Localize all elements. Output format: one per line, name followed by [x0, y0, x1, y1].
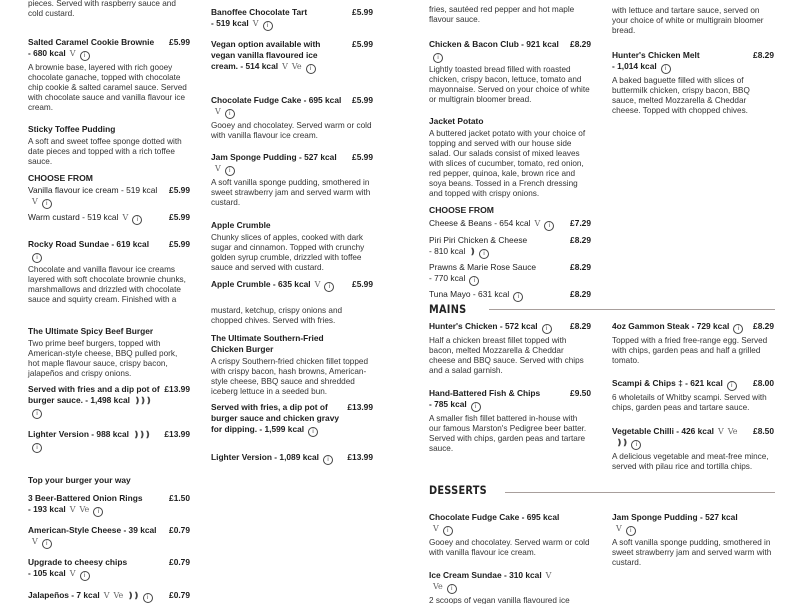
- vegetarian-icon: V: [252, 19, 259, 28]
- section-title-desserts: DESSERTS: [429, 483, 487, 497]
- item-heading: [211, 220, 373, 231]
- item-name: 4oz Gammon Steak: [612, 321, 690, 331]
- info-icon[interactable]: i: [308, 427, 318, 437]
- menu-item: [28, 37, 190, 113]
- item-price: £5.99: [169, 239, 190, 249]
- menu-item: [211, 279, 373, 292]
- item-name: Apple Crumble: [211, 279, 271, 289]
- item-price: £5.99: [352, 152, 373, 162]
- item-calories: - 810 kcal: [429, 246, 466, 256]
- vegetarian-icon: V: [69, 49, 76, 58]
- item-calories: - 635 kcal: [272, 279, 311, 289]
- item-name: Hunter's Chicken Melt: [612, 50, 700, 60]
- item-name: Lighter Version: [28, 429, 89, 439]
- item-name: Vegan option available with vegan vanilla flavoured ice cream.: [211, 39, 321, 71]
- info-icon[interactable]: i: [433, 53, 443, 63]
- item-calories: - 1,498 kcal: [85, 395, 130, 405]
- item-description: with lettuce and tartare sauce, served on your choice of white or multigrain bloomer bread.: [612, 6, 764, 35]
- item-calories: - 519 kcal: [211, 18, 249, 28]
- item-heading: [28, 37, 190, 61]
- item-description: 2 scoops of vegan vanilla flavoured ice: [429, 596, 570, 604]
- menu-item: [211, 402, 373, 437]
- item-calories: - 105 kcal: [28, 568, 66, 578]
- item-price: £5.99: [169, 212, 190, 222]
- item-heading: [429, 321, 591, 334]
- item-price: £8.29: [753, 50, 774, 60]
- info-icon[interactable]: i: [225, 166, 235, 176]
- vegetarian-icon: V: [545, 571, 552, 580]
- item-calories: - 770 kcal: [429, 273, 466, 283]
- section-divider: [489, 309, 775, 310]
- info-icon[interactable]: i: [225, 109, 235, 119]
- item-calories: - 695 kcal: [521, 512, 560, 522]
- info-icon[interactable]: i: [42, 539, 52, 549]
- item-price: £8.29: [753, 321, 774, 331]
- item-heading: [28, 525, 190, 549]
- item-calories: - 310 kcal: [503, 570, 542, 580]
- item-heading: [28, 239, 190, 263]
- info-icon[interactable]: i: [42, 199, 52, 209]
- menu-item: [28, 185, 190, 209]
- info-icon[interactable]: i: [542, 324, 552, 334]
- item-heading: [28, 590, 190, 603]
- item-heading: [28, 124, 190, 135]
- menu-item: [211, 95, 373, 141]
- item-name: Jam Sponge Pudding: [211, 152, 297, 162]
- item-calories: - 785 kcal: [429, 399, 467, 409]
- item-name: Cheese & Beans: [429, 218, 492, 228]
- info-icon[interactable]: i: [479, 249, 489, 259]
- chilli-icon: ❫❫❫: [133, 429, 151, 439]
- item-price: £5.99: [352, 279, 373, 289]
- vegetarian-icon: V: [215, 164, 221, 173]
- item-calories: - 729 kcal: [691, 321, 730, 331]
- item-description: Gooey and chocolatey. Served warm or cold with vanilla flavour ice cream.: [429, 538, 590, 557]
- item-heading: [28, 557, 190, 581]
- menu-item: [28, 475, 190, 486]
- chilli-icon: ❫❫: [127, 590, 139, 600]
- menu-column-1: [28, 0, 190, 600]
- item-calories: - 988 kcal: [91, 429, 130, 439]
- item-calories: - 621 kcal: [685, 378, 723, 388]
- item-calories: - 514 kcal: [240, 61, 279, 71]
- item-name: Jacket Potato: [429, 116, 484, 126]
- item-description: A smaller fish fillet battered in-house with our famous Marston's Pedigree beer batter. Served with chips, garden peas and tartare sauce.: [429, 414, 587, 453]
- menu-item: [612, 321, 774, 366]
- item-price: £13.99: [164, 429, 190, 439]
- item-price: £0.79: [169, 590, 190, 600]
- vegetarian-icon: V: [616, 524, 622, 533]
- item-name: Rocky Road Sundae: [28, 239, 109, 249]
- section-title-mains: MAINS: [429, 302, 467, 316]
- item-calories: - 631 kcal: [472, 289, 510, 299]
- item-price: £7.29: [570, 218, 591, 228]
- item-name: Chicken & Bacon Club: [429, 39, 519, 49]
- item-heading: [28, 384, 190, 419]
- item-description: Lightly toasted bread filled with roasted chicken, crispy bacon, lettuce, tomato and mayonnaise. Served on your choice of white or multigrain bloomer bread.: [429, 65, 590, 104]
- item-heading: [429, 570, 591, 594]
- item-name: Piri Piri Chicken & Cheese: [429, 235, 528, 245]
- menu-item: [429, 321, 591, 376]
- item-price: £13.99: [347, 452, 373, 462]
- item-heading: [28, 493, 190, 517]
- item-description: 6 wholetails of Whitby scampi. Served with chips, garden peas and tartare sauce.: [612, 393, 767, 412]
- item-calories: - 193 kcal: [28, 504, 66, 514]
- menu-item: [28, 525, 190, 549]
- item-name: 3 Beer-Battered Onion Rings: [28, 493, 143, 503]
- vegan-icon: Ve: [291, 62, 302, 71]
- menu-item: [429, 262, 591, 286]
- item-name: Jam Sponge Pudding: [612, 512, 698, 522]
- menu-item: [28, 590, 190, 603]
- info-icon[interactable]: i: [263, 21, 273, 31]
- menu-item: [211, 152, 373, 208]
- vegetarian-icon: V: [314, 280, 321, 289]
- info-icon[interactable]: i: [443, 526, 453, 536]
- item-description: pieces. Served with raspberry sauce and cold custard.: [28, 0, 176, 18]
- menu-item: [211, 452, 373, 465]
- menu-item: [211, 39, 373, 74]
- description-continued: [211, 306, 373, 326]
- item-name: Top your burger your way: [28, 475, 131, 485]
- menu-column-3: [429, 0, 591, 604]
- item-price: £8.00: [753, 378, 774, 388]
- item-heading: [28, 475, 190, 486]
- item-description: A buttered jacket potato with your choice of topping and served with our house side salad. Our salads consist of mixed leaves with slices of cucumber, tomato, red onion, red pepper, quinoa, kale, brown rice and soya beans. Tossed in a French dressing and topped with crispy onions.: [429, 129, 586, 198]
- info-icon[interactable]: i: [727, 381, 737, 391]
- menu-item: [28, 429, 190, 453]
- item-heading: [211, 452, 373, 465]
- vegetarian-icon: V: [534, 219, 541, 228]
- menu-item: [429, 116, 591, 199]
- menu-item: [612, 50, 774, 116]
- chilli-icon: ❫❫❫: [133, 395, 152, 405]
- item-price: £5.99: [169, 185, 190, 195]
- info-icon[interactable]: i: [80, 51, 90, 61]
- menu-item: [429, 289, 591, 302]
- vegetarian-icon: V: [69, 505, 76, 514]
- vegetarian-icon: V: [215, 107, 221, 116]
- item-heading: [211, 402, 373, 437]
- item-description: Chunky slices of apples, cooked with dark sugar and cinnamon. Topped with crunchy golden syrup crumble, drizzled with toffee sauce and served with custard.: [211, 233, 365, 272]
- item-name: American-Style Cheese: [28, 525, 122, 535]
- item-calories: - 527 kcal: [298, 152, 337, 162]
- chilli-icon: ❫❫: [616, 437, 628, 447]
- item-calories: - 921 kcal: [521, 39, 559, 49]
- item-description: fries, sautéed red pepper and hot maple flavour sauce.: [429, 5, 575, 24]
- info-icon[interactable]: i: [471, 402, 481, 412]
- item-heading: [28, 429, 190, 453]
- menu-item: [612, 512, 774, 568]
- info-icon[interactable]: i: [80, 571, 90, 581]
- vegan-icon: Ve: [113, 591, 124, 600]
- choose-from-heading: [429, 205, 591, 216]
- item-name: Upgrade to cheesy chips: [28, 557, 128, 567]
- item-calories: - 7 kcal: [71, 590, 100, 600]
- menu-item: [28, 326, 190, 379]
- menu-column-4: [612, 0, 774, 600]
- menu-item: [28, 384, 190, 419]
- item-description: A soft vanilla sponge pudding, smothered in sweet strawberry jam and served warm with custard.: [211, 178, 371, 207]
- item-calories: - 1,014 kcal: [612, 61, 657, 71]
- description-continued: [28, 0, 190, 19]
- item-price: £1.50: [169, 493, 190, 503]
- menu-item: [612, 426, 774, 472]
- info-icon[interactable]: i: [132, 215, 142, 225]
- item-description: A soft vanilla sponge pudding, smothered in sweet strawberry jam and served warm with custard.: [612, 538, 772, 567]
- item-description: A delicious vegetable and meat-free mince, served with pilau rice and tortilla chips.: [612, 452, 769, 471]
- menu-item: [612, 378, 774, 413]
- item-heading: [429, 116, 591, 127]
- info-icon[interactable]: i: [513, 292, 523, 302]
- info-icon[interactable]: i: [323, 455, 333, 465]
- menu-item: [28, 212, 190, 225]
- item-price: £8.50: [753, 426, 774, 436]
- menu-item: [211, 220, 373, 273]
- item-name: Lighter Version: [211, 452, 272, 462]
- vegan-icon: Ve: [727, 427, 738, 436]
- item-calories: - 619 kcal: [111, 239, 150, 249]
- item-price: £8.29: [570, 235, 591, 245]
- item-heading: [429, 388, 591, 412]
- item-name: Hand-Battered Fish & Chips: [429, 388, 541, 398]
- info-icon[interactable]: i: [447, 584, 457, 594]
- info-icon[interactable]: i: [661, 64, 671, 74]
- item-name: Tuna Mayo: [429, 289, 471, 299]
- vegan-icon: Ve: [433, 582, 443, 591]
- item-heading: [211, 95, 373, 119]
- item-name: The Ultimate Southern-Fried Chicken Burger: [211, 333, 324, 354]
- chilli-icon: ❫: [469, 246, 476, 256]
- item-name: Scampi & Chips ‡: [612, 378, 683, 388]
- item-heading: [612, 378, 774, 391]
- info-icon[interactable]: i: [544, 221, 554, 231]
- item-description: A crispy Southern-fried chicken fillet topped with crispy bacon, hash browns, American-style cheese, BBQ sauce and shredded iceberg lettuce in a seeded bun.: [211, 357, 369, 396]
- item-description: Two prime beef burgers, topped with American-style cheese, BBQ pulled pork, hot maple flavour sauce, crispy bacon, jalapeños and crispy onions.: [28, 339, 178, 378]
- item-description: A soft and sweet toffee sponge dotted with date pieces and topped with a rich toffee sauce.: [28, 137, 182, 166]
- vegetarian-icon: V: [69, 569, 76, 578]
- item-heading: [211, 152, 373, 176]
- item-price: £8.29: [570, 262, 591, 272]
- item-name: Vegetable Chilli: [612, 426, 674, 436]
- vegetarian-icon: V: [433, 524, 439, 533]
- item-heading: [211, 39, 373, 74]
- info-icon[interactable]: i: [631, 440, 641, 450]
- info-icon[interactable]: i: [32, 253, 42, 263]
- vegetarian-icon: V: [717, 427, 724, 436]
- item-calories: - 680 kcal: [28, 48, 66, 58]
- item-price: £8.29: [570, 321, 591, 331]
- vegetarian-icon: V: [122, 213, 129, 222]
- item-heading: [28, 185, 190, 209]
- item-calories: - 527 kcal: [699, 512, 738, 522]
- item-price: £5.99: [352, 95, 373, 105]
- item-calories: - 654 kcal: [494, 218, 531, 228]
- item-price: £8.29: [570, 39, 591, 49]
- choose-from-label: CHOOSE FROM: [429, 205, 494, 215]
- vegetarian-icon: V: [32, 197, 38, 206]
- item-price: £5.99: [169, 37, 190, 47]
- item-name: Chocolate Fudge Cake: [211, 95, 302, 105]
- menu-item: [211, 333, 373, 397]
- info-icon[interactable]: i: [306, 64, 316, 74]
- menu-item: [28, 124, 190, 167]
- info-icon[interactable]: i: [32, 443, 42, 453]
- item-name: Jalapeños: [28, 590, 69, 600]
- item-description: mustard, ketchup, crispy onions and chopped chives. Served with fries.: [211, 306, 343, 325]
- item-heading: [612, 321, 774, 334]
- item-calories: - 1,089 kcal: [274, 452, 319, 462]
- item-heading: [429, 39, 591, 63]
- item-description: Chocolate and vanilla flavour ice creams layered with soft chocolate brownie chunks, marshmallows and drizzled with chocolate sauce and squirty cream. Finished with a: [28, 265, 186, 304]
- item-name: Served with fries and a dip pot of burger sauce.: [28, 384, 160, 405]
- item-heading: [211, 279, 373, 292]
- item-name: Chocolate Fudge Cake: [429, 512, 520, 522]
- menu-item: [429, 235, 591, 259]
- item-price: £8.29: [570, 289, 591, 299]
- vegetarian-icon: V: [103, 591, 110, 600]
- menu-column-2: [211, 0, 373, 600]
- item-name: Warm custard: [28, 212, 80, 222]
- item-calories: - 39 kcal: [123, 525, 157, 535]
- vegetarian-icon: V: [282, 62, 288, 71]
- item-name: Sticky Toffee Pudding: [28, 124, 116, 134]
- item-description: Topped with a fried free-range egg. Served with chips, garden peas and half a grilled tomato.: [612, 336, 768, 365]
- item-name: Vanilla flavour ice cream: [28, 185, 119, 195]
- item-heading: [28, 326, 190, 337]
- info-icon[interactable]: i: [626, 526, 636, 536]
- item-calories: - 519 kcal: [82, 212, 119, 222]
- item-heading: [429, 262, 591, 286]
- description-continued: [429, 5, 591, 25]
- item-heading: [612, 426, 774, 450]
- vegetarian-icon: V: [32, 537, 38, 546]
- vegan-icon: Ve: [79, 505, 90, 514]
- info-icon[interactable]: i: [324, 282, 334, 292]
- item-description: A brownie base, layered with rich gooey chocolate ganache, topped with chocolate chip cookie & salted caramel sauce. Served with chocolate sauce and vanilla flavour ice cream.: [28, 63, 187, 112]
- info-icon[interactable]: i: [733, 324, 743, 334]
- item-description: Half a chicken breast fillet topped with bacon, melted Mozzarella & Cheddar cheese and BBQ sauce. Served with chips and a salad garnish.: [429, 336, 584, 375]
- item-calories: - 426 kcal: [676, 426, 714, 436]
- item-heading: [429, 235, 591, 259]
- info-icon[interactable]: i: [32, 409, 42, 419]
- menu-item: [429, 218, 591, 231]
- item-description: A baked baguette filled with slices of buttermilk chicken, crispy bacon, BBQ sauce, melted Mozzarella & Cheddar cheese. Topped with chopped chives.: [612, 76, 750, 115]
- item-name: The Ultimate Spicy Beef Burger: [28, 326, 154, 336]
- info-icon[interactable]: i: [469, 276, 479, 286]
- item-price: £0.79: [169, 525, 190, 535]
- menu-item: [429, 512, 591, 558]
- item-name: Hunter's Chicken: [429, 321, 498, 331]
- choose-from-label: CHOOSE FROM: [28, 173, 93, 183]
- info-icon[interactable]: i: [143, 593, 153, 603]
- menu-item: [211, 7, 373, 31]
- menu-item: [28, 239, 190, 305]
- choose-from-heading: [28, 173, 190, 184]
- item-calories: - 695 kcal: [303, 95, 342, 105]
- description-continued: [612, 6, 774, 36]
- item-price: £13.99: [164, 384, 190, 394]
- menu-item: [429, 39, 591, 105]
- item-calories: - 1,599 kcal: [259, 424, 305, 434]
- item-price: £5.99: [352, 7, 373, 17]
- item-calories: - 519 kcal: [120, 185, 158, 195]
- info-icon[interactable]: i: [93, 507, 103, 517]
- item-heading: [211, 7, 373, 31]
- item-price: £13.99: [347, 402, 373, 412]
- item-price: £9.50: [570, 388, 591, 398]
- item-price: £5.99: [352, 39, 373, 49]
- item-name: Apple Crumble: [211, 220, 271, 230]
- item-name: Prawns & Marie Rose Sauce: [429, 262, 537, 272]
- item-heading: [211, 333, 373, 355]
- item-heading: [429, 218, 591, 231]
- menu-item: [28, 557, 190, 581]
- item-name: Ice Cream Sundae: [429, 570, 502, 580]
- item-heading: [429, 512, 591, 536]
- item-heading: [612, 50, 774, 74]
- item-heading: [612, 512, 774, 536]
- item-name: Served with fries, a dip pot of burger sauce and chicken gravy for dipping.: [211, 402, 340, 434]
- item-name: Salted Caramel Cookie Brownie: [28, 37, 155, 47]
- item-name: Banoffee Chocolate Tart: [211, 7, 308, 17]
- menu-item: [28, 493, 190, 517]
- menu-item: [429, 388, 591, 454]
- item-heading: [28, 212, 190, 225]
- item-heading: [429, 289, 591, 302]
- item-calories: - 572 kcal: [499, 321, 538, 331]
- menu-item: [429, 570, 591, 604]
- section-divider: [505, 492, 775, 493]
- item-price: £0.79: [169, 557, 190, 567]
- item-description: Gooey and chocolatey. Served warm or cold with vanilla flavour ice cream.: [211, 121, 372, 140]
